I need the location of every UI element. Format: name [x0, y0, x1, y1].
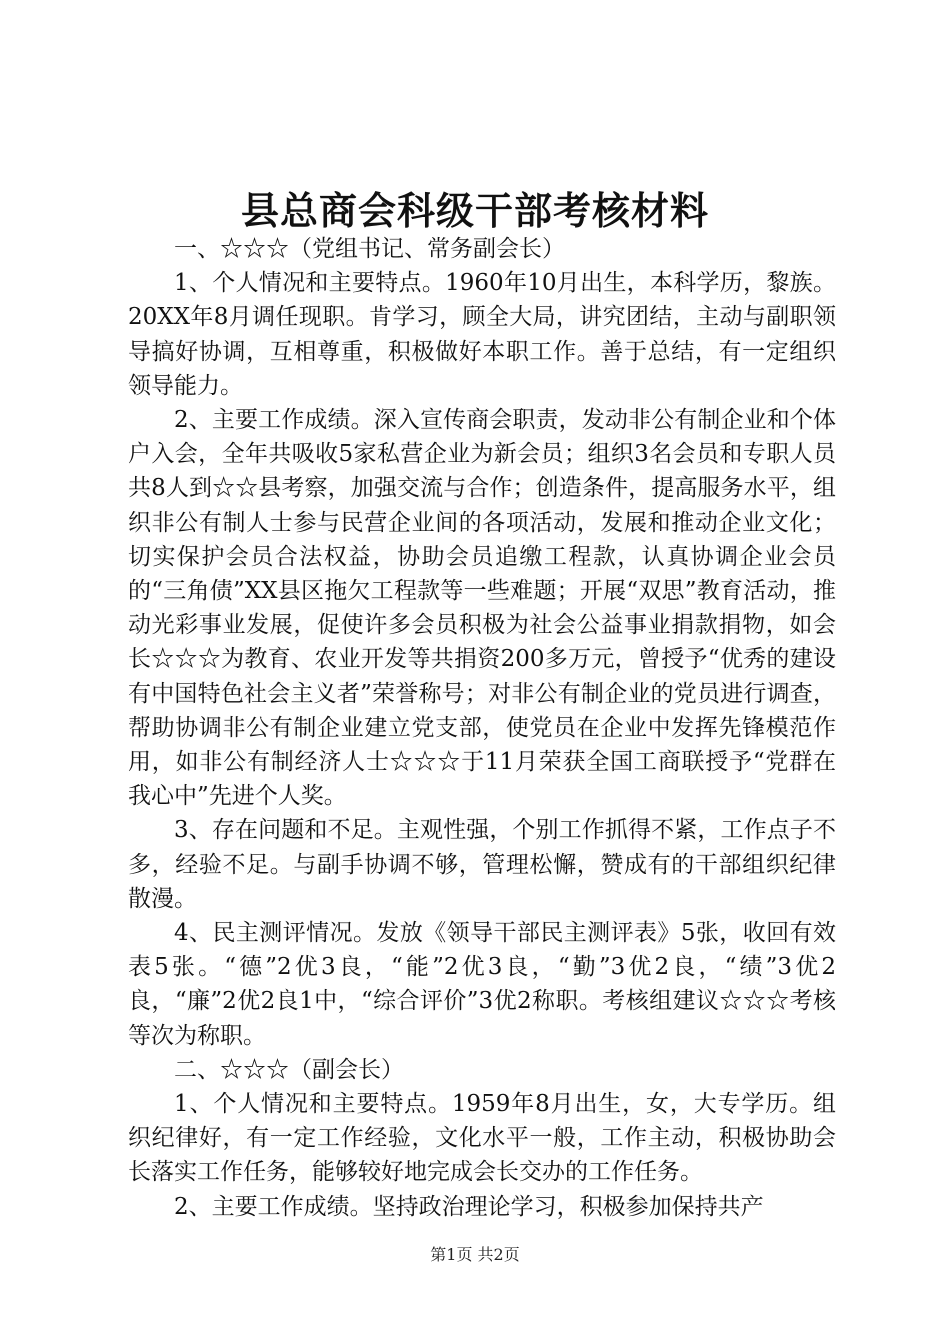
document-body [128, 232, 836, 1224]
section-heading-2: 二、☆☆☆（副会长） [174, 1056, 404, 1083]
paragraph-achievements-1: 2、主要工作成绩。深入宣传商会职责，发动非公有制企业和个体户入会，全年共吸收5家私营企业为新会员；组织3名会员和专职人员共8人到☆☆县考察，加强交流与合作；创造条件，提高服务水平，组织非公有制人士参与民营企业间的各项活动，发展和推动企业文化；切实保护会员合法权益，协助会员追缴工程款，认真协调企业会员的“三角债”XX县区拖欠工程款等一些难题；开展“双思”教育活动，推动光彩事业发展，促使许多会员积极为社会公益事业捐款捐物，如会长☆☆☆为教育、农业开发等共捐资200多万元，曾授予“优秀的建设有中国特色社会主义者”荣誉称号；对非公有制企业的党员进行调查，帮助协调非公有制企业建立党支部，使党员在企业中发挥先锋模范作用，如非公有制经济人士☆☆☆于11月荣获全国工商联授予“党群在我心中”先进个人奖。 [128, 407, 836, 810]
document-title: 县总商会科级干部考核材料 [240, 188, 709, 233]
paragraph-evaluation-1: 4、民主测评情况。发放《领导干部民主测评表》5张，收回有效表5张。“德”2优3良，“能”2优3良，“勤”3优2良，“绩”3优2良，“廉”2优2良1中，“综合评价”3优2称职。考核组建议☆☆☆考核等次为称职。 [128, 920, 836, 1049]
paragraph-problems-1: 3、存在问题和不足。主观性强，个别工作抓得不紧，工作点子不多，经验不足。与副手协调不够，管理松懈，赞成有的干部组织纪律散漫。 [128, 817, 836, 912]
paragraph-personal-info-2: 1、个人情况和主要特点。1959年8月出生，女，大专学历。组织纪律好，有一定工作经验，文化水平一般，工作主动，积极协助会长落实工作任务，能够较好地完成会长交办的工作任务。 [128, 1091, 836, 1186]
page-footer: 第1页 共2页 [430, 1245, 520, 1264]
section-heading-1: 一、☆☆☆（党组书记、常务副会长） [174, 236, 565, 262]
paragraph-achievements-2: 2、主要工作成绩。坚持政治理论学习，积极参加保持共产 [174, 1193, 764, 1220]
paragraph-personal-info-1: 1、个人情况和主要特点。1960年10月出生，本科学历，黎族。20XX年8月调任现职。肯学习，顾全大局，讲究团结，主动与副职领导搞好协调，互相尊重，积极做好本职工作。善于总结，有一定组织领导能力。 [128, 270, 836, 399]
